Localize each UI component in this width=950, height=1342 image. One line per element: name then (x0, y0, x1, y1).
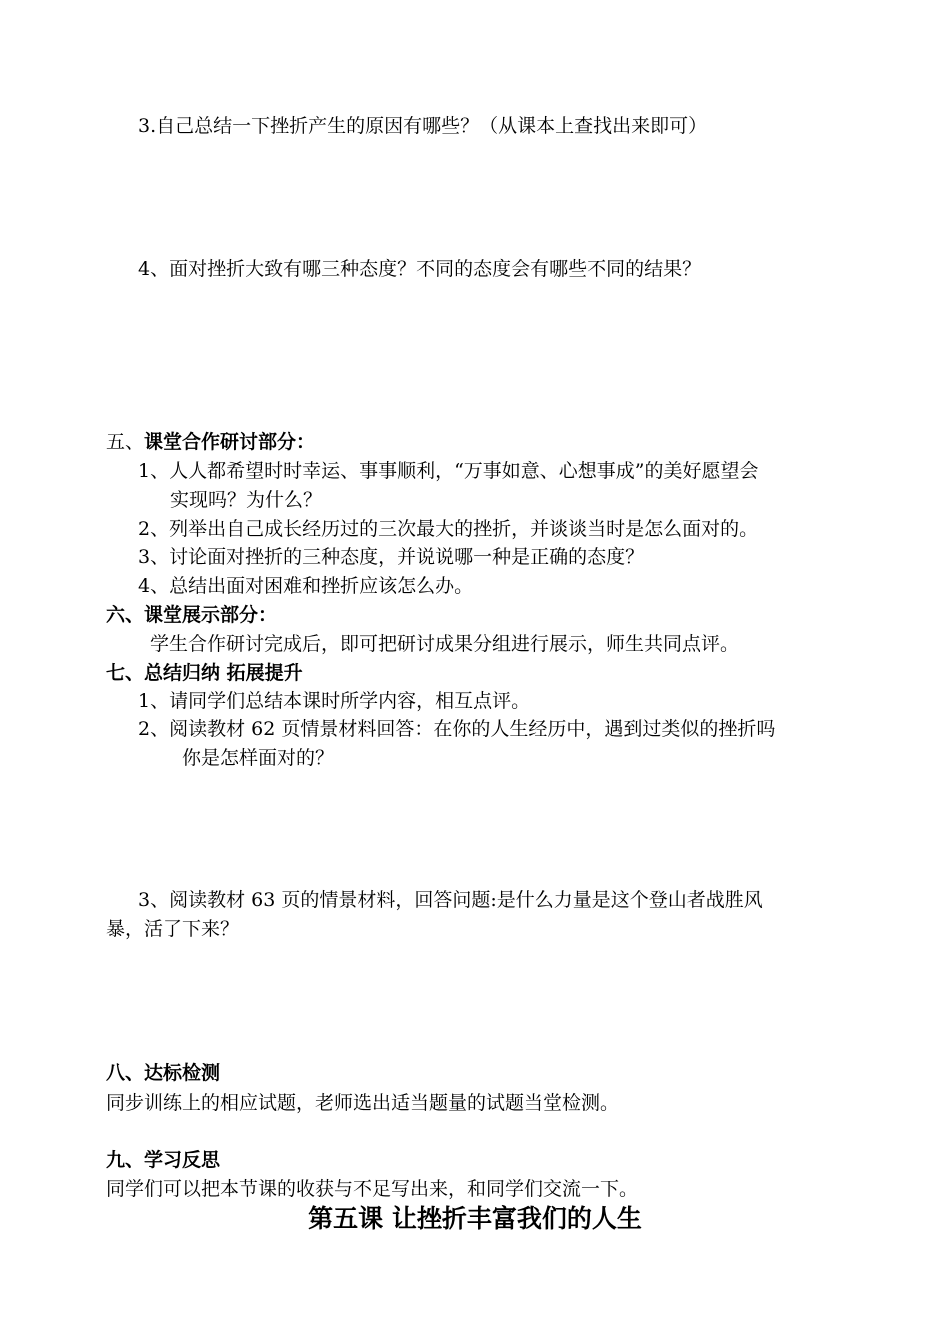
section-7-item-3-line-1: 3、阅读教材 63 页的情景材料，回答问题:是什么力量是这个登山者战胜风 (138, 889, 763, 911)
section-5-heading-number: 五、 (106, 431, 145, 453)
section-5-item-1-line-1: 1、人人都希望时时幸运、事事顺利，“万事如意、心想事成”的美好愿望会 (138, 460, 759, 482)
section-8-body: 同步训练上的相应试题，老师选出适当题量的试题当堂检测。 (106, 1092, 620, 1114)
section-5-heading (106, 429, 315, 455)
section-7-heading: 七、总结归纳 拓展提升 (106, 662, 303, 684)
section-5-item-2: 2、列举出自己成长经历过的三次最大的挫折，并谈谈当时是怎么面对的。 (138, 518, 759, 540)
section-6-heading: 六、课堂展示部分： (106, 604, 278, 626)
section-5-item-3: 3、讨论面对挫折的三种态度，并说说哪一种是正确的态度？ (138, 546, 645, 568)
section-7-item-2-line-2: 你是怎样面对的？ (182, 747, 335, 769)
section-7-item-3-line-2: 暴，活了下来？ (106, 918, 240, 940)
section-8-heading: 八、达标检测 (106, 1062, 221, 1084)
section-7-item-1: 1、请同学们总结本课时所学内容，相互点评。 (138, 690, 531, 712)
section-9-body: 同学们可以把本节课的收获与不足写出来，和同学们交流一下。 (106, 1178, 639, 1200)
section-6-body: 学生合作研讨完成后，即可把研讨成果分组进行展示，师生共同点评。 (150, 633, 740, 655)
section-5-item-1-line-2: 实现吗？为什么？ (170, 489, 323, 511)
section-5-item-4: 4、总结出面对困难和挫折应该怎么办。 (138, 575, 474, 597)
section-7-item-2-line-1: 2、阅读教材 62 页情景材料回答：在你的人生经历中，遇到过类似的挫折吗 (138, 718, 776, 740)
section-5-heading-text: 课堂合作研讨部分： (144, 431, 316, 453)
section-9-heading: 九、学习反思 (106, 1149, 221, 1171)
question-3: 3.自己总结一下挫折产生的原因有哪些？（从课本上查找出来即可） (138, 115, 708, 137)
question-4: 4、面对挫折大致有哪三种态度？不同的态度会有哪些不同的结果？ (138, 258, 702, 280)
lesson-title: 第五课 让挫折丰富我们的人生 (308, 1204, 642, 1233)
